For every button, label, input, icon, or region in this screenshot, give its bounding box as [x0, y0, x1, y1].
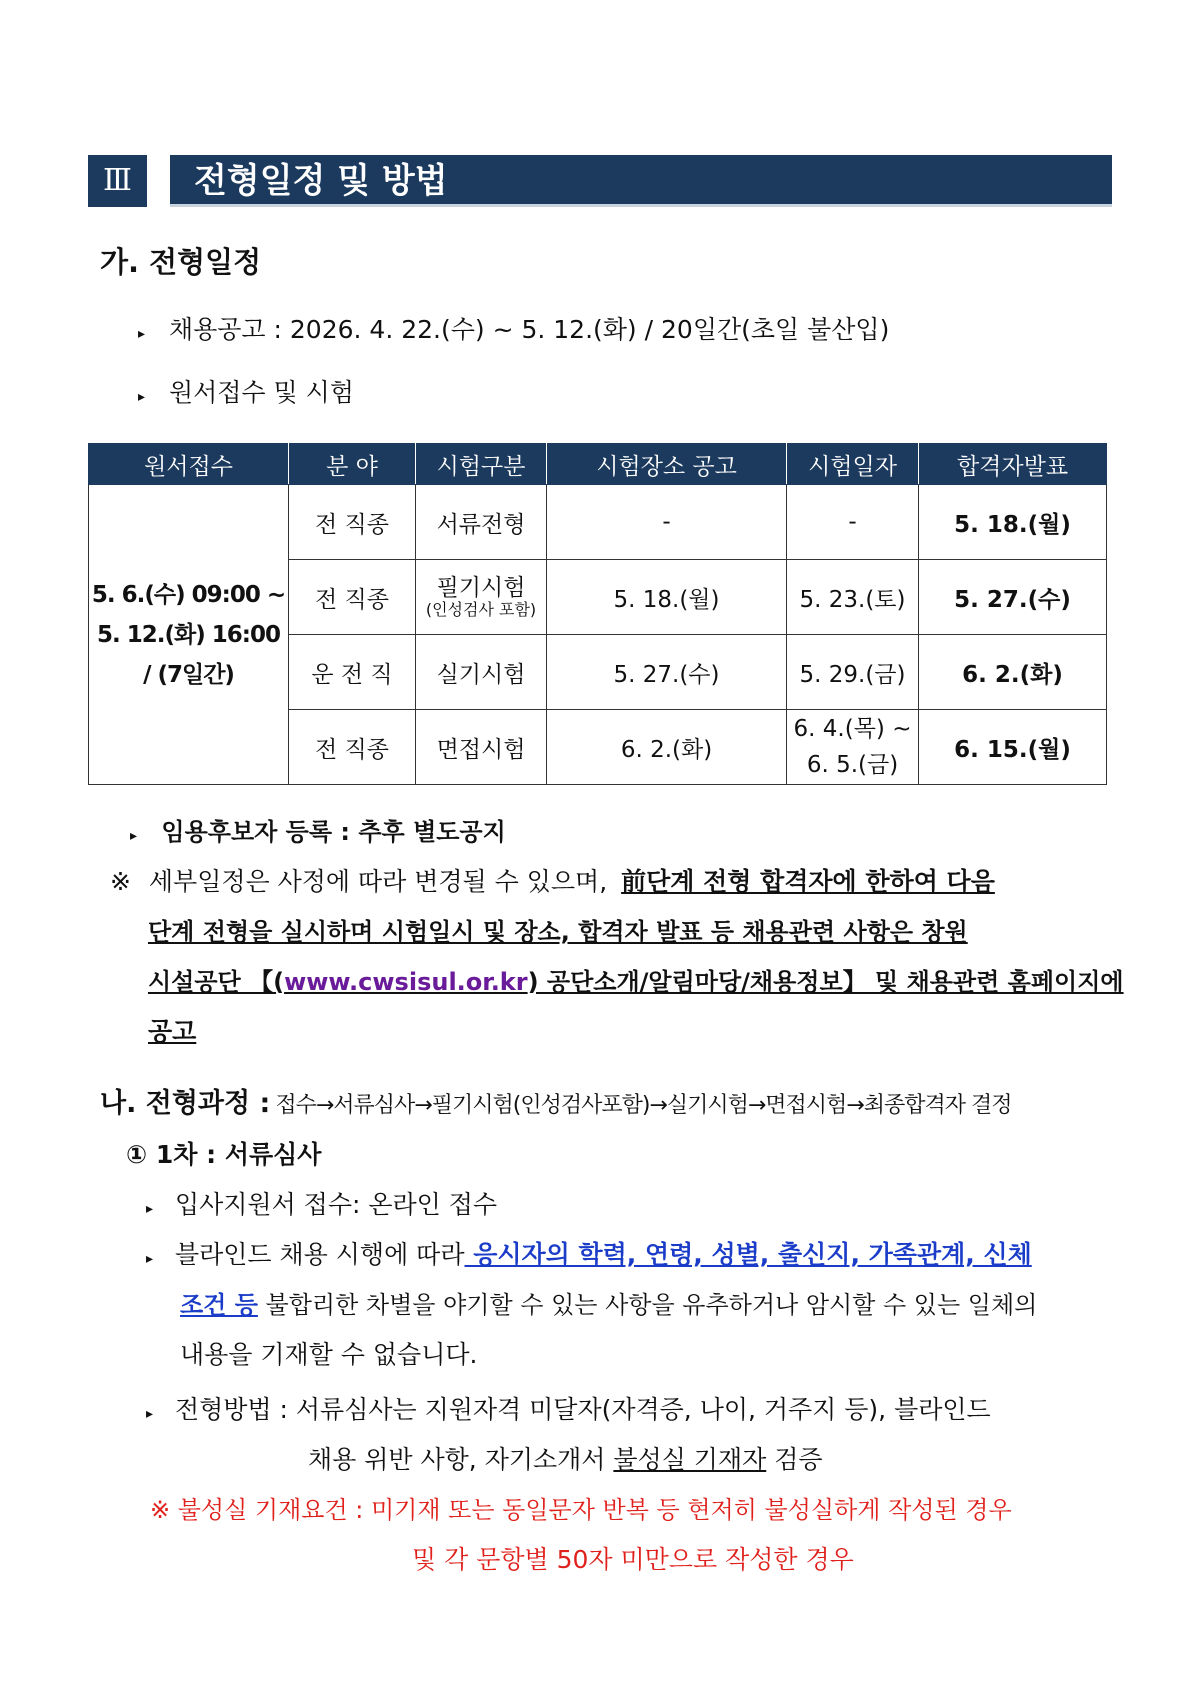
- notice-line-3-post: ) 공단소개/알림마당/채용정보】 및 채용관련 홈페이지에: [527, 968, 1124, 996]
- registration-text: 임용후보자 등록 : 추후 별도공지: [161, 818, 506, 846]
- column-header: 시험구분: [416, 444, 547, 485]
- blind-hiring-line-3: 내용을 기재할 수 없습니다.: [180, 1340, 478, 1369]
- notice-line-3: [148, 962, 1124, 997]
- screening-method-line-2: [308, 1440, 823, 1476]
- column-header: 분 야: [289, 444, 416, 485]
- date-line: 6. 5.(금): [806, 752, 899, 778]
- column-header: 합격자발표: [919, 444, 1107, 485]
- venue-cell: -: [547, 485, 787, 560]
- venue-cell: 5. 27.(수): [547, 635, 787, 710]
- warning-line-1: ※ 불성실 기재요건 : 미기재 또는 동일문자 반복 등 현저히 불성실하게 작성된 경우: [150, 1496, 1012, 1524]
- period-line: 5. 6.(수) 09:00 ~: [91, 581, 286, 608]
- application-period-cell: [89, 485, 289, 785]
- date-cell: 5. 23.(토): [787, 560, 919, 635]
- recruit-notice-text: 채용공고 : 2026. 4. 22.(수) ~ 5. 12.(화) / 20일간(초일 불산입): [168, 315, 890, 344]
- bullet-application: [138, 373, 354, 409]
- date-cell: 5. 29.(금): [787, 635, 919, 710]
- schedule-heading: 가. 전형일정: [100, 245, 262, 279]
- notice-line-3-pre: 시설공단 【(: [148, 968, 285, 996]
- process-heading-line: [100, 1081, 1012, 1120]
- venue-cell: 5. 18.(월): [547, 560, 787, 635]
- date-cell: [787, 710, 919, 785]
- bullet-blind-hiring: [146, 1235, 1032, 1271]
- schedule-table: [88, 443, 1107, 785]
- bullet-screening-method: [146, 1390, 991, 1426]
- section-title: 전형일정 및 방법: [170, 155, 1112, 207]
- date-line: 6. 4.(목) ~: [793, 716, 912, 742]
- notice-mark: ※: [110, 867, 131, 896]
- period-line: / (7일간): [143, 661, 234, 688]
- screening-post: 검증: [766, 1445, 823, 1474]
- column-header: 시험장소 공고: [547, 444, 787, 485]
- bullet-icon: ▸: [130, 828, 138, 844]
- notice-line-4: 공고: [148, 1017, 197, 1046]
- homepage-link[interactable]: www.cwsisul.or.kr: [284, 968, 528, 996]
- exam-note: (인성검사 포함): [425, 600, 537, 619]
- exam-cell: 면접시험: [416, 710, 547, 785]
- notice-plain: 세부일정은 사정에 따라 변경될 수 있으며,: [148, 867, 608, 896]
- blind-hiring-post: 불합리한 차별을 야기할 수 있는 사항을 유추하거나 암시할 수 있는 일체의: [257, 1291, 1038, 1319]
- field-cell: 전 직종: [289, 485, 416, 560]
- bullet-icon: ▸: [146, 1406, 154, 1422]
- bullet-icon: ▸: [138, 326, 146, 342]
- exam-cell: 서류전형: [416, 485, 547, 560]
- warning-line-2: 및 각 문항별 50자 미만으로 작성한 경우: [412, 1545, 854, 1574]
- field-cell: 전 직종: [289, 710, 416, 785]
- column-header: 원서접수: [89, 444, 289, 485]
- result-cell: 5. 18.(월): [919, 485, 1107, 560]
- exam-cell: [416, 560, 547, 635]
- screening-method-text: 전형방법 : 서류심사는 지원자격 미달자(자격증, 나이, 거주지 등), 블라인드: [174, 1395, 991, 1424]
- section-number: Ⅲ: [88, 155, 147, 207]
- bullet-recruit-notice: [138, 310, 889, 346]
- field-cell: 전 직종: [289, 560, 416, 635]
- field-cell: 운 전 직: [289, 635, 416, 710]
- screening-emphasis: 불성실 기재자: [613, 1445, 767, 1474]
- process-heading: 나. 전형과정 :: [100, 1088, 271, 1119]
- exam-cell: 실기시험: [416, 635, 547, 710]
- bullet-icon: ▸: [138, 389, 146, 405]
- bullet-online-apply: [146, 1185, 497, 1221]
- column-header: 시험일자: [787, 444, 919, 485]
- step1-title: ① 1차 : 서류심사: [126, 1140, 322, 1169]
- table-row: [89, 485, 1107, 560]
- application-text: 원서접수 및 시험: [168, 378, 354, 407]
- blind-hiring-emphasis-2: 조건 등: [180, 1291, 258, 1319]
- notice-line-2: 단계 전형을 실시하며 시험일시 및 장소, 합격자 발표 등 채용관련 사항은 창원: [148, 918, 968, 946]
- blind-hiring-line-2: [180, 1285, 1037, 1320]
- result-cell: 6. 2.(화): [919, 635, 1107, 710]
- result-cell: 5. 27.(수): [919, 560, 1107, 635]
- bullet-icon: ▸: [146, 1201, 154, 1217]
- blind-hiring-pre: 블라인드 채용 시행에 따라: [174, 1240, 465, 1269]
- bullet-icon: ▸: [146, 1251, 154, 1267]
- result-cell: 6. 15.(월): [919, 710, 1107, 785]
- online-apply-text: 입사지원서 접수: 온라인 접수: [174, 1190, 498, 1219]
- blind-hiring-emphasis: 응시자의 학력, 연령, 성별, 출신지, 가족관계, 신체: [464, 1240, 1032, 1269]
- exam-name: 필기시험: [436, 575, 526, 601]
- date-cell: -: [787, 485, 919, 560]
- table-header-row: [89, 444, 1107, 485]
- venue-cell: 6. 2.(화): [547, 710, 787, 785]
- process-flow: 접수→서류심사→필기시험(인성검사포함)→실기시험→면접시험→최종합격자 결정: [275, 1093, 1012, 1118]
- notice-emphasis: 前단계 전형 합격자에 한하여 다음: [621, 867, 995, 896]
- period-line: 5. 12.(화) 16:00: [97, 621, 280, 648]
- bullet-registration: [130, 812, 506, 847]
- notice-line-1: [110, 862, 995, 898]
- screening-pre: 채용 위반 사항, 자기소개서: [308, 1445, 614, 1474]
